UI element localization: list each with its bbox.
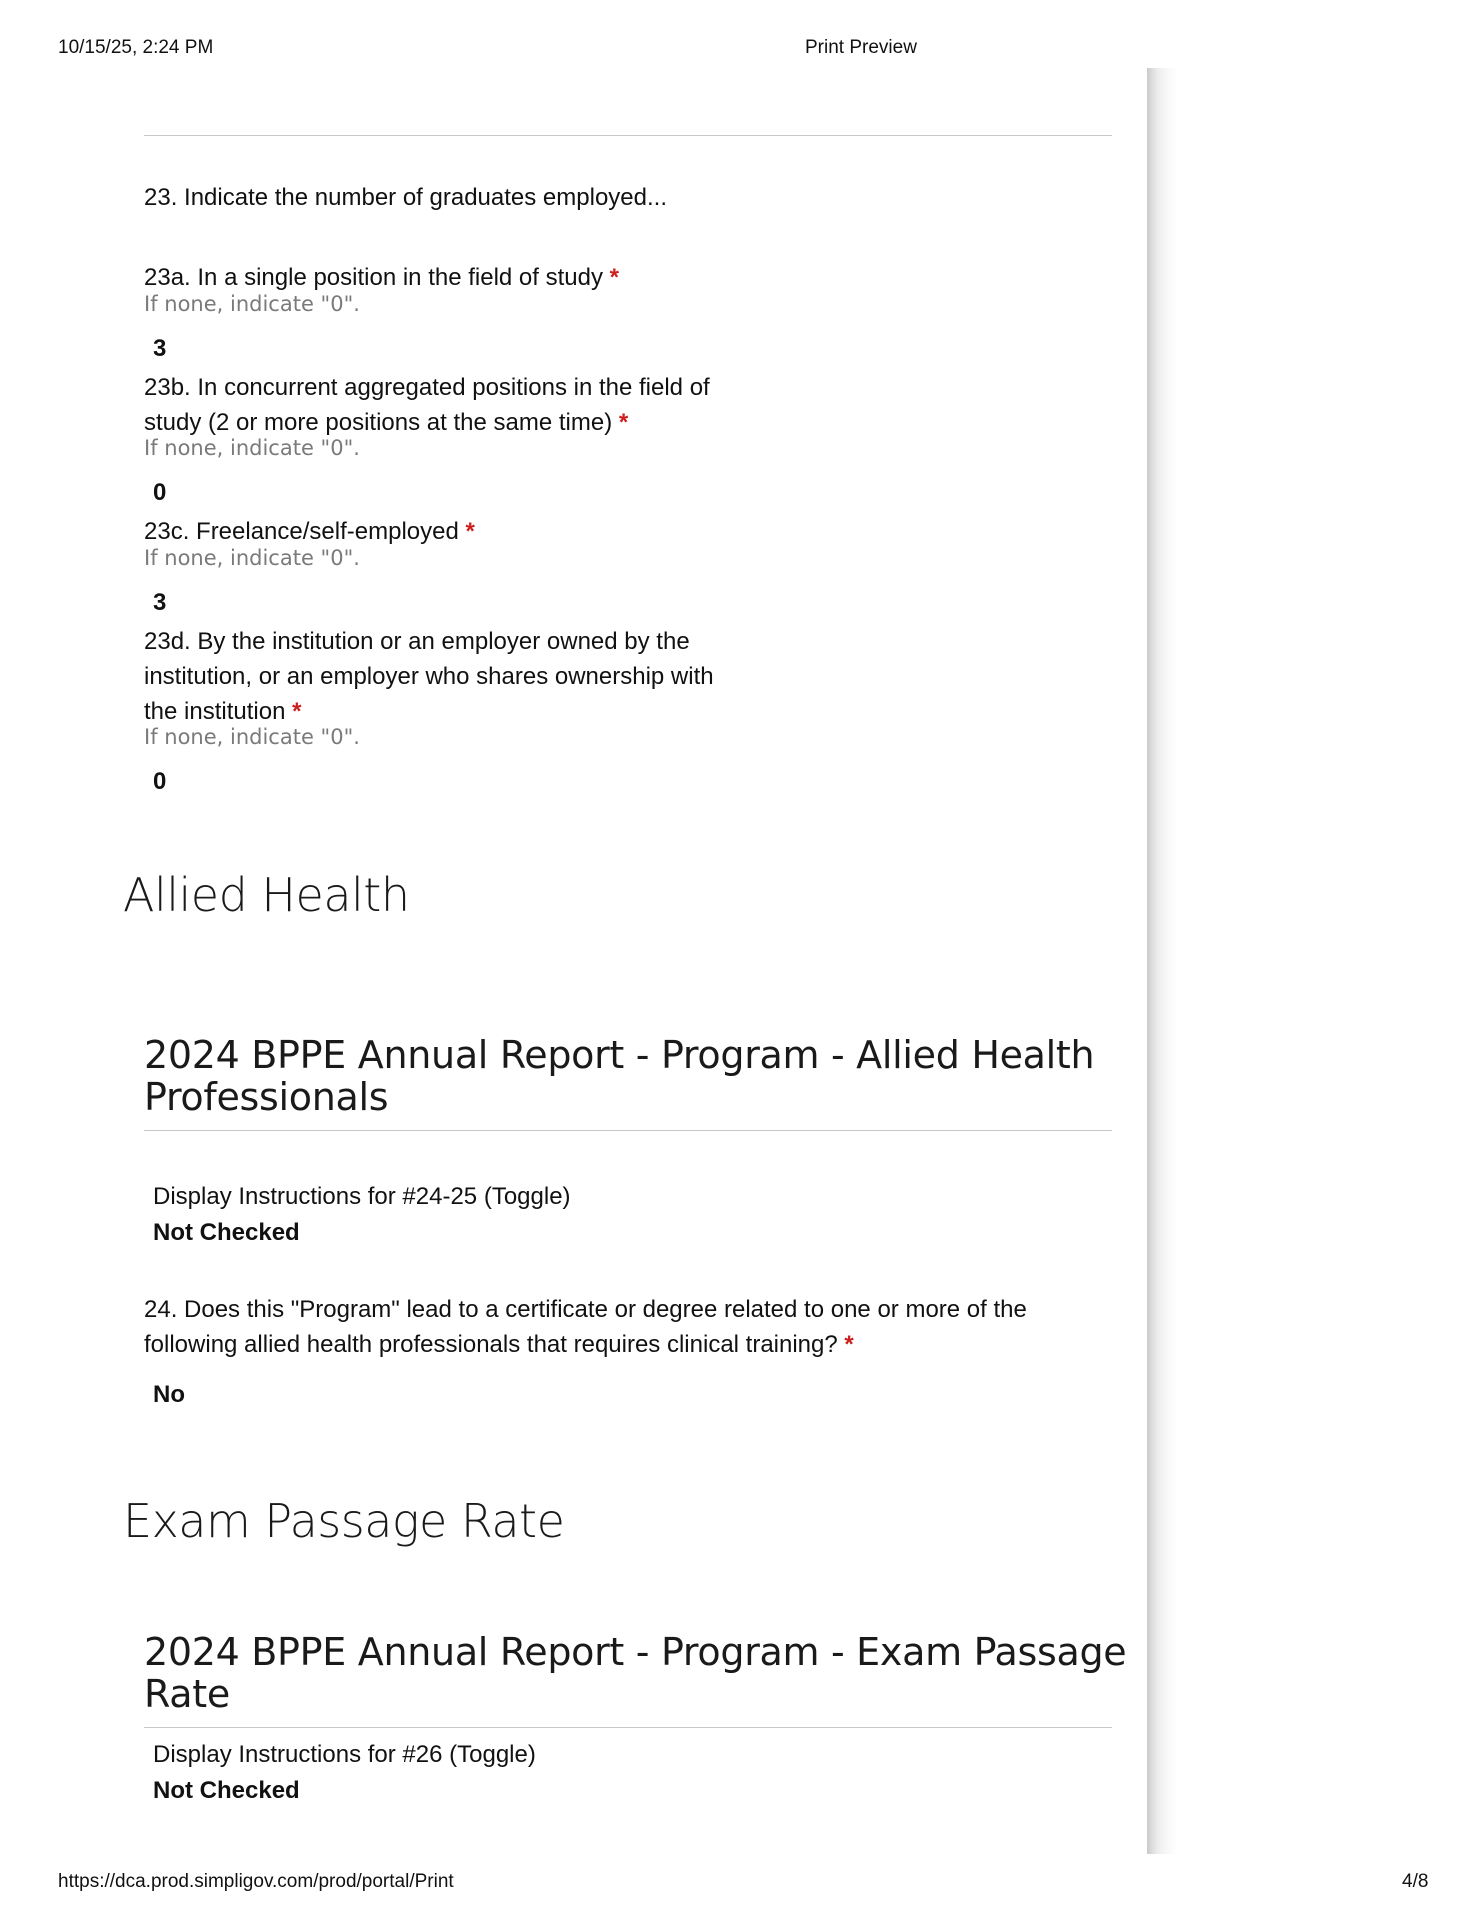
question-23d-text-line1: 23d. By the institution or an employer owned by the (144, 628, 690, 655)
divider (144, 1727, 1112, 1728)
toggle-label-24-25: Display Instructions for #24-25 (Toggle) (153, 1183, 571, 1210)
print-title: Print Preview (805, 37, 917, 58)
question-23b-answer: 0 (153, 479, 167, 506)
question-23d-text-line3: the institution (144, 698, 286, 725)
question-23d-answer: 0 (153, 768, 167, 795)
subsection-title-line1: 2024 BPPE Annual Report - Program - Allied Health (144, 1033, 1095, 1077)
question-23a-text: 23a. In a single position in the field of study (144, 264, 603, 291)
question-23d-label (144, 624, 714, 729)
question-23c-hint: If none, indicate "0". (144, 546, 360, 570)
question-24-text-line2: following allied health professionals that requires clinical training? (144, 1331, 838, 1358)
required-marker: * (844, 1331, 854, 1358)
divider (144, 135, 1112, 136)
question-23b-label (144, 370, 710, 440)
question-23a-answer: 3 (153, 335, 167, 362)
question-23a-hint: If none, indicate "0". (144, 292, 360, 316)
subsection-title-exam-passage-rate (144, 1631, 1126, 1715)
question-23b-text-line1: 23b. In concurrent aggregated positions in the field of (144, 374, 710, 401)
question-23b-text-line2: study (2 or more positions at the same time) (144, 409, 613, 436)
question-24-answer: No (153, 1381, 185, 1408)
divider (144, 1130, 1112, 1131)
toggle-label-26: Display Instructions for #26 (Toggle) (153, 1741, 536, 1768)
section-title-allied-health: Allied Health (123, 868, 410, 922)
toggle-value-24-25: Not Checked (153, 1219, 300, 1246)
subsection-title-allied-health (144, 1034, 1094, 1118)
page-edge-shadow (1147, 68, 1177, 1854)
section-title-exam-passage-rate: Exam Passage Rate (123, 1494, 565, 1548)
subsection-title-line2: Professionals (144, 1075, 389, 1119)
question-24-label (144, 1292, 1027, 1362)
question-23-title: 23. Indicate the number of graduates employed... (144, 184, 667, 211)
subsection-title-line2: Rate (144, 1672, 230, 1716)
subsection-title-line1: 2024 BPPE Annual Report - Program - Exam Passage (144, 1630, 1127, 1674)
required-marker: * (609, 264, 619, 291)
question-23a-label (144, 260, 619, 295)
question-23d-text-line2: institution, or an employer who shares ownership with (144, 663, 714, 690)
print-url: https://dca.prod.simpligov.com/prod/portal/Print (58, 1871, 454, 1892)
question-23d-hint: If none, indicate "0". (144, 725, 360, 749)
question-23b-hint: If none, indicate "0". (144, 436, 360, 460)
page-number: 4/8 (1402, 1871, 1429, 1892)
question-23c-label (144, 514, 475, 549)
question-23c-text: 23c. Freelance/self-employed (144, 518, 459, 545)
required-marker: * (618, 409, 629, 436)
print-datetime: 10/15/25, 2:24 PM (58, 37, 214, 58)
required-marker: * (292, 698, 302, 725)
question-23c-answer: 3 (153, 589, 167, 616)
toggle-value-26: Not Checked (153, 1777, 300, 1804)
question-24-text-line1: 24. Does this "Program" lead to a certificate or degree related to one or more of the (144, 1296, 1027, 1323)
required-marker: * (465, 518, 475, 545)
